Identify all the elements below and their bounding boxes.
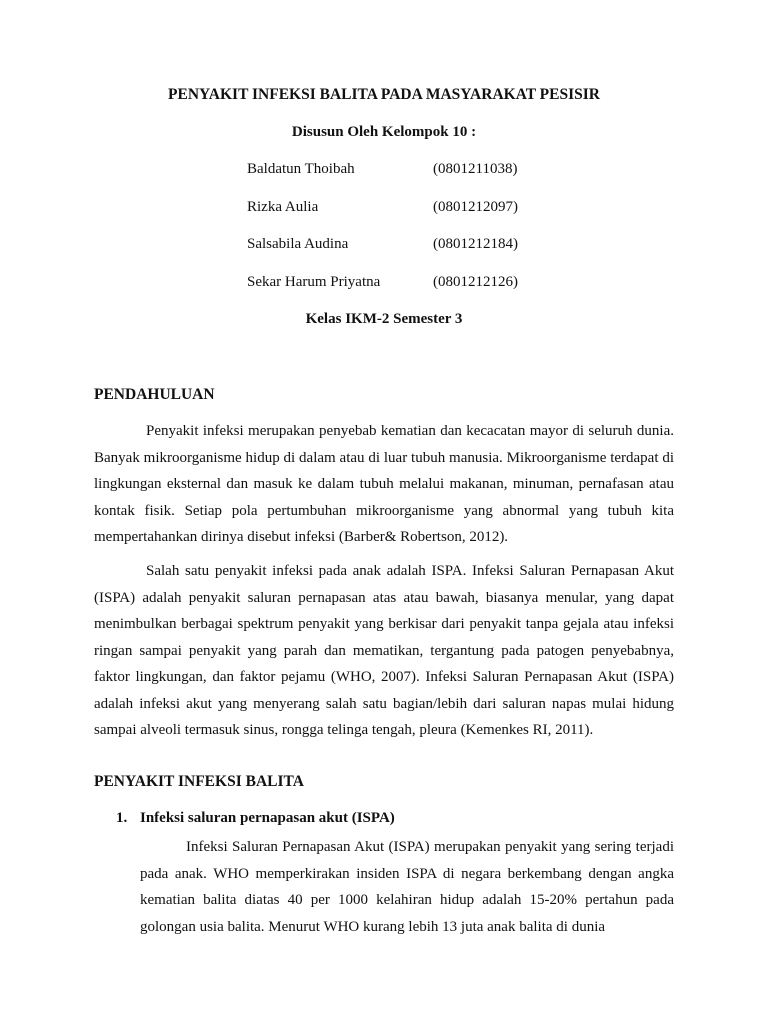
member-row [247, 199, 547, 219]
list-item-paragraph: Infeksi Saluran Pernapasan Akut (ISPA) merupakan penyakit yang sering terjadi pada anak. WHO memperkirakan insiden ISPA di negara berkembang dengan angka kematian balita diatas 40 per 1000 kelahiran hidup adalah 15-20% pertahun pada golongan usia balita. Menurut WHO kurang lebih 13 juta anak balita di dunia [140, 839, 674, 935]
member-row [247, 161, 547, 181]
member-nim: (0801211038) [433, 161, 518, 177]
document-subtitle: Disusun Oleh Kelompok 10 : [291, 124, 477, 140]
list-item-number: 1. [116, 810, 128, 826]
class-info: Kelas IKM-2 Semester 3 [305, 311, 463, 327]
member-name: Sekar Harum Priyatna [247, 274, 381, 290]
member-name: Salsabila Audina [247, 236, 349, 252]
paragraph: Salah satu penyakit infeksi pada anak adalah ISPA. Infeksi Saluran Pernapasan Akut (ISPA) adalah penyakit saluran pernapasan atas atau bawah, biasanya menular, yang dapat menimbulkan berbagai spektrum penyakit yang berkisar dari penyakit tanpa gejala atau infeksi ringan sampai penyakit yang parah dan mematikan, tergantung pada patogen penyebabnya, faktor lingkungan, dan faktor pejamu (WHO, 2007). Infeksi Saluran Pernapasan Akut (ISPA) adalah infeksi akut yang menyerang salah satu bagian/lebih dari saluran napas mulai hidung sampai alveoli termasuk sinus, rongga telinga tengah, pleura (Kemenkes RI, 2011). [94, 563, 674, 738]
member-row [247, 274, 547, 294]
paragraph: Penyakit infeksi merupakan penyebab kematian dan kecacatan mayor di seluruh dunia. Banyak mikroorganisme hidup di dalam atau di luar tubuh manusia. Mikroorganisme terdapat di lingkungan eksternal dan masuk ke dalam tubuh melalui makanan, minuman, pernafasan atau kontak fisik. Setiap pola pertumbuhan mikroorganisme yang abnormal yang tubuh kita mempertahankan dirinya disebut infeksi (Barber& Robertson, 2012). [94, 423, 674, 545]
section-heading-penyakit-infeksi-balita: PENYAKIT INFEKSI BALITA [94, 773, 304, 790]
member-nim: (0801212126) [433, 274, 518, 290]
member-row [247, 236, 547, 256]
member-nim: (0801212184) [433, 236, 518, 252]
member-name: Baldatun Thoibah [247, 161, 355, 177]
list-item-title: Infeksi saluran pernapasan akut (ISPA) [140, 810, 395, 826]
member-name: Rizka Aulia [247, 199, 319, 215]
document-title: PENYAKIT INFEKSI BALITA PADA MASYARAKAT PESISIR [168, 86, 600, 103]
member-nim: (0801212097) [433, 199, 518, 215]
section-heading-pendahuluan: PENDAHULUAN [94, 386, 215, 403]
